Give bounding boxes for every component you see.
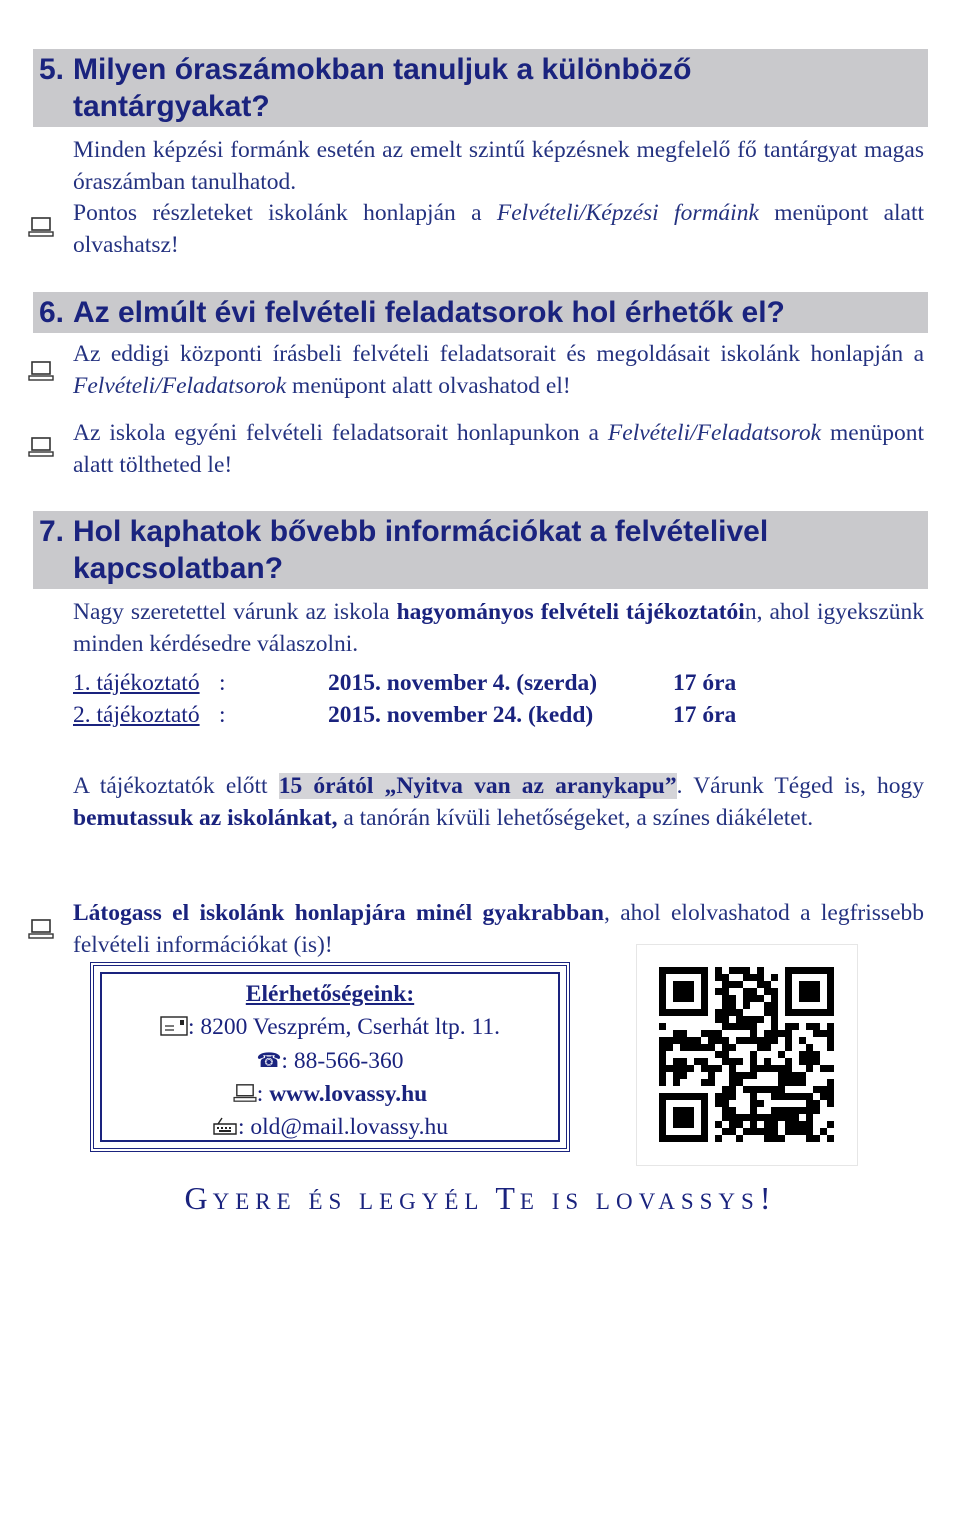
computer-icon — [28, 918, 54, 940]
website-link[interactable]: www.lovassy.hu — [269, 1081, 428, 1107]
section-number: 7. — [39, 515, 65, 548]
schedule-date: 2015. november 24. (kedd) — [328, 702, 594, 728]
keyboard-icon — [212, 1116, 238, 1136]
schedule-label: 2. tájékoztató — [73, 702, 200, 728]
paragraph: Látogass el iskolánk honlapjára minél gyakrabban, ahol elolvashatod a legfrissebb felvételi információkat (is)! — [73, 900, 924, 958]
section-title-cont: kapcsolatban? — [73, 552, 284, 585]
schedule-sep: : — [219, 702, 226, 728]
section-7-heading — [33, 511, 928, 589]
section-number: 5. — [39, 53, 65, 86]
menu-path: Felvételi/Képzési formáink — [496, 200, 759, 226]
paragraph: Nagy szeretettel várunk az iskola hagyományos felvételi tájékoztatóin, ahol igyekszünk minden kérdésedre válaszolni. — [73, 599, 925, 657]
qr-code[interactable] — [636, 944, 858, 1166]
paragraph: A tájékoztatók előtt 15 órától „Nyitva van az aranykapu”. Várunk Téged is, hogy bemutassuk az iskolánkat, a tanórán kívüli lehetőségeket, a színes diákéletet. — [73, 773, 924, 831]
envelope-icon — [160, 1016, 188, 1036]
paragraph: Az iskola egyéni felvételi feladatsorait honlapunkon a Felvételi/Feladatsorok menüpont alatt töltheted le! — [73, 420, 924, 478]
schedule-date: 2015. november 4. (szerda) — [328, 670, 598, 696]
computer-icon — [28, 360, 54, 382]
paragraph: Pontos részleteket iskolánk honlapján a Felvételi/Képzési formáink menüpont alatt olvashatsz! — [73, 200, 925, 258]
contact-phone: ☎: 88-566-360 — [94, 1044, 566, 1078]
computer-icon — [28, 216, 54, 238]
paragraph: Minden képzési formánk esetén az emelt szintű képzésnek megfelelő fő tantárgyat magas óraszámban tanulhatod. — [73, 137, 924, 195]
menu-path: Felvételi/Feladatsorok — [73, 372, 287, 399]
section-5-heading — [33, 49, 928, 127]
contact-address: : 8200 Veszprém, Cserhát ltp. 11. — [94, 1011, 566, 1044]
section-6-heading — [33, 292, 928, 333]
section-number: 6. — [39, 296, 65, 329]
paragraph: Az eddigi központi írásbeli felvételi feladatsorait és megoldásait iskolánk honlapján a Felvételi/Feladatsorok menüpont alatt olvashatod el! — [73, 341, 924, 399]
section-title: Az elmúlt évi felvételi feladatsorok hol érhetők el? — [73, 296, 785, 329]
qr-code-pattern — [637, 945, 857, 1165]
contact-email — [94, 1111, 566, 1144]
slogan: GYERE ÉS LEGYÉL TE IS LOVASSYS! — [184, 1180, 776, 1216]
section-title: Milyen óraszámokban tanuljuk a különböző — [73, 53, 692, 86]
schedule-label: 1. tájékoztató — [73, 670, 200, 696]
contact-web: : www.lovassy.hu — [94, 1078, 566, 1111]
contact-box — [90, 962, 570, 1152]
section-title-cont: tantárgyakat? — [73, 90, 270, 123]
contact-title: Elérhetőségeink: — [245, 981, 415, 1007]
section-title: Hol kaphatok bővebb információkat a felvételivel — [73, 515, 769, 548]
computer-icon — [233, 1083, 257, 1103]
schedule-time: 17 óra — [673, 670, 737, 696]
schedule-sep: : — [219, 670, 226, 696]
telephone-icon: ☎ — [256, 1048, 282, 1072]
computer-icon — [28, 436, 54, 458]
email-link[interactable]: : old@mail.lovassy.hu — [237, 1114, 449, 1140]
schedule-time: 17 óra — [673, 702, 737, 728]
highlight: 15 órától „Nyitva van az aranykapu” — [278, 773, 677, 799]
menu-path: Felvételi/Feladatsorok — [607, 420, 822, 446]
